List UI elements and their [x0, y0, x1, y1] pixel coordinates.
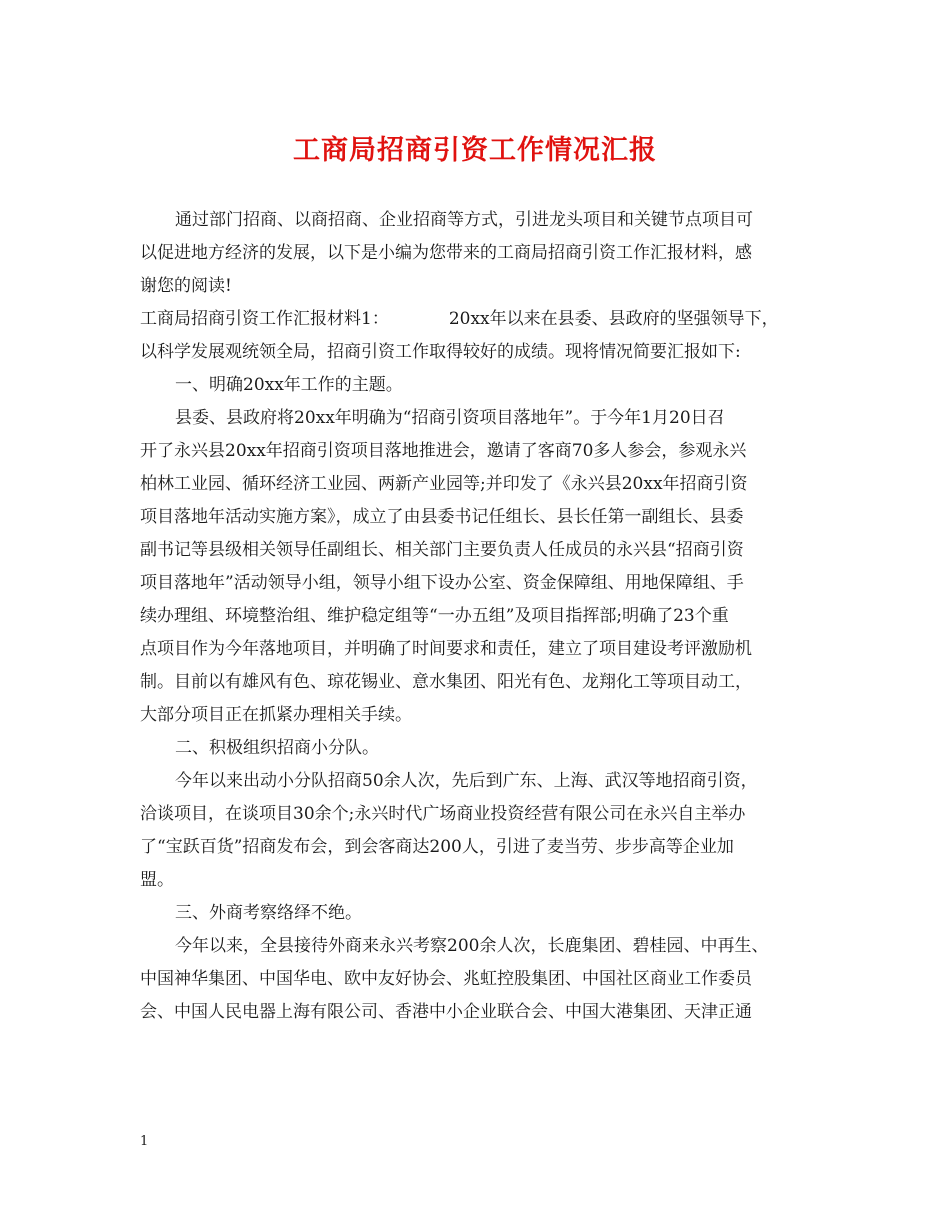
- paragraph-line: 点项目作为今年落地项目，并明确了时间要求和责任，建立了项目建设考评激励机: [140, 639, 752, 659]
- section-heading: 一、明确20xx年工作的主题。: [175, 375, 403, 395]
- paragraph-line: 今年以来出动小分队招商50余人次，先后到广东、上海、武汉等地招商引资，: [175, 771, 758, 791]
- paragraph-line: 以科学发展观统领全局，招商引资工作取得较好的成绩。现将情况简要汇报如下:: [140, 342, 741, 362]
- paragraph-line: 洽谈项目，在谈项目30余个;永兴时代广场商业投资经营有限公司在永兴自主举办: [140, 804, 746, 824]
- paragraph-line: 以促进地方经济的发展，以下是小编为您带来的工商局招商引资工作汇报材料，感: [140, 243, 752, 263]
- page-number: 1: [140, 1134, 149, 1149]
- paragraph-line: 县委、县政府将20xx年明确为“招商引资项目落地年”。于今年1月20日召: [175, 408, 725, 428]
- section-heading: 二、积极组织招商小分队。: [175, 738, 379, 758]
- paragraph-line: 通过部门招商、以商招商、企业招商等方式，引进龙头项目和关键节点项目可: [175, 210, 753, 230]
- paragraph-line: 会、中国人民电器上海有限公司、香港中小企业联合会、中国大港集团、天津正通: [140, 1002, 752, 1022]
- paragraph-line: 了“宝跃百货”招商发布会，到会客商达200人，引进了麦当劳、步步高等企业加: [140, 837, 734, 857]
- paragraph-line: 中国神华集团、中国华电、欧中友好协会、兆虹控股集团、中国社区商业工作委员: [140, 969, 752, 989]
- paragraph-line: 项目落地年”活动领导小组，领导小组下设办公室、资金保障组、用地保障组、手: [140, 573, 744, 593]
- paragraph-line: 柏林工业园、循环经济工业园、两新产业园等;并印发了《永兴县20xx年招商引资: [140, 474, 748, 494]
- paragraph-text: 20xx年以来在县委、县政府的坚强领导下，: [448, 309, 779, 329]
- document-body: [140, 204, 815, 1029]
- document-title: 工商局招商引资工作情况汇报: [293, 135, 657, 166]
- paragraph-line: 制。目前以有雄风有色、琼花锡业、意水集团、阳光有色、龙翔化工等项目动工，: [140, 672, 752, 692]
- paragraph-line: 开了永兴县20xx年招商引资项目落地推进会，邀请了客商70多人参会，参观永兴: [140, 441, 747, 461]
- paragraph-line: 今年以来，全县接待外商来永兴考察200余人次，长鹿集团、碧桂园、中再生、: [175, 936, 769, 956]
- paragraph-line: 谢您的阅读!: [140, 276, 232, 296]
- paragraph-line: [140, 303, 815, 336]
- paragraph-line: 副书记等县级相关领导任副组长、相关部门主要负责人任成员的永兴县“招商引资: [140, 540, 744, 560]
- paragraph-line: 项目落地年活动实施方案》，成立了由县委书记任组长、县长任第一副组长、县委: [140, 507, 744, 527]
- paragraph-line: 大部分项目正在抓紧办理相关手续。: [140, 705, 412, 725]
- paragraph-line: 盟。: [140, 870, 174, 890]
- paragraph-line: 续办理组、环境整治组、维护稳定组等“一办五组”及项目指挥部;明确了23个重: [140, 606, 729, 626]
- section-heading: 三、外商考察络绎不绝。: [175, 903, 362, 923]
- material-heading: 工商局招商引资工作汇报材料1：: [140, 309, 389, 329]
